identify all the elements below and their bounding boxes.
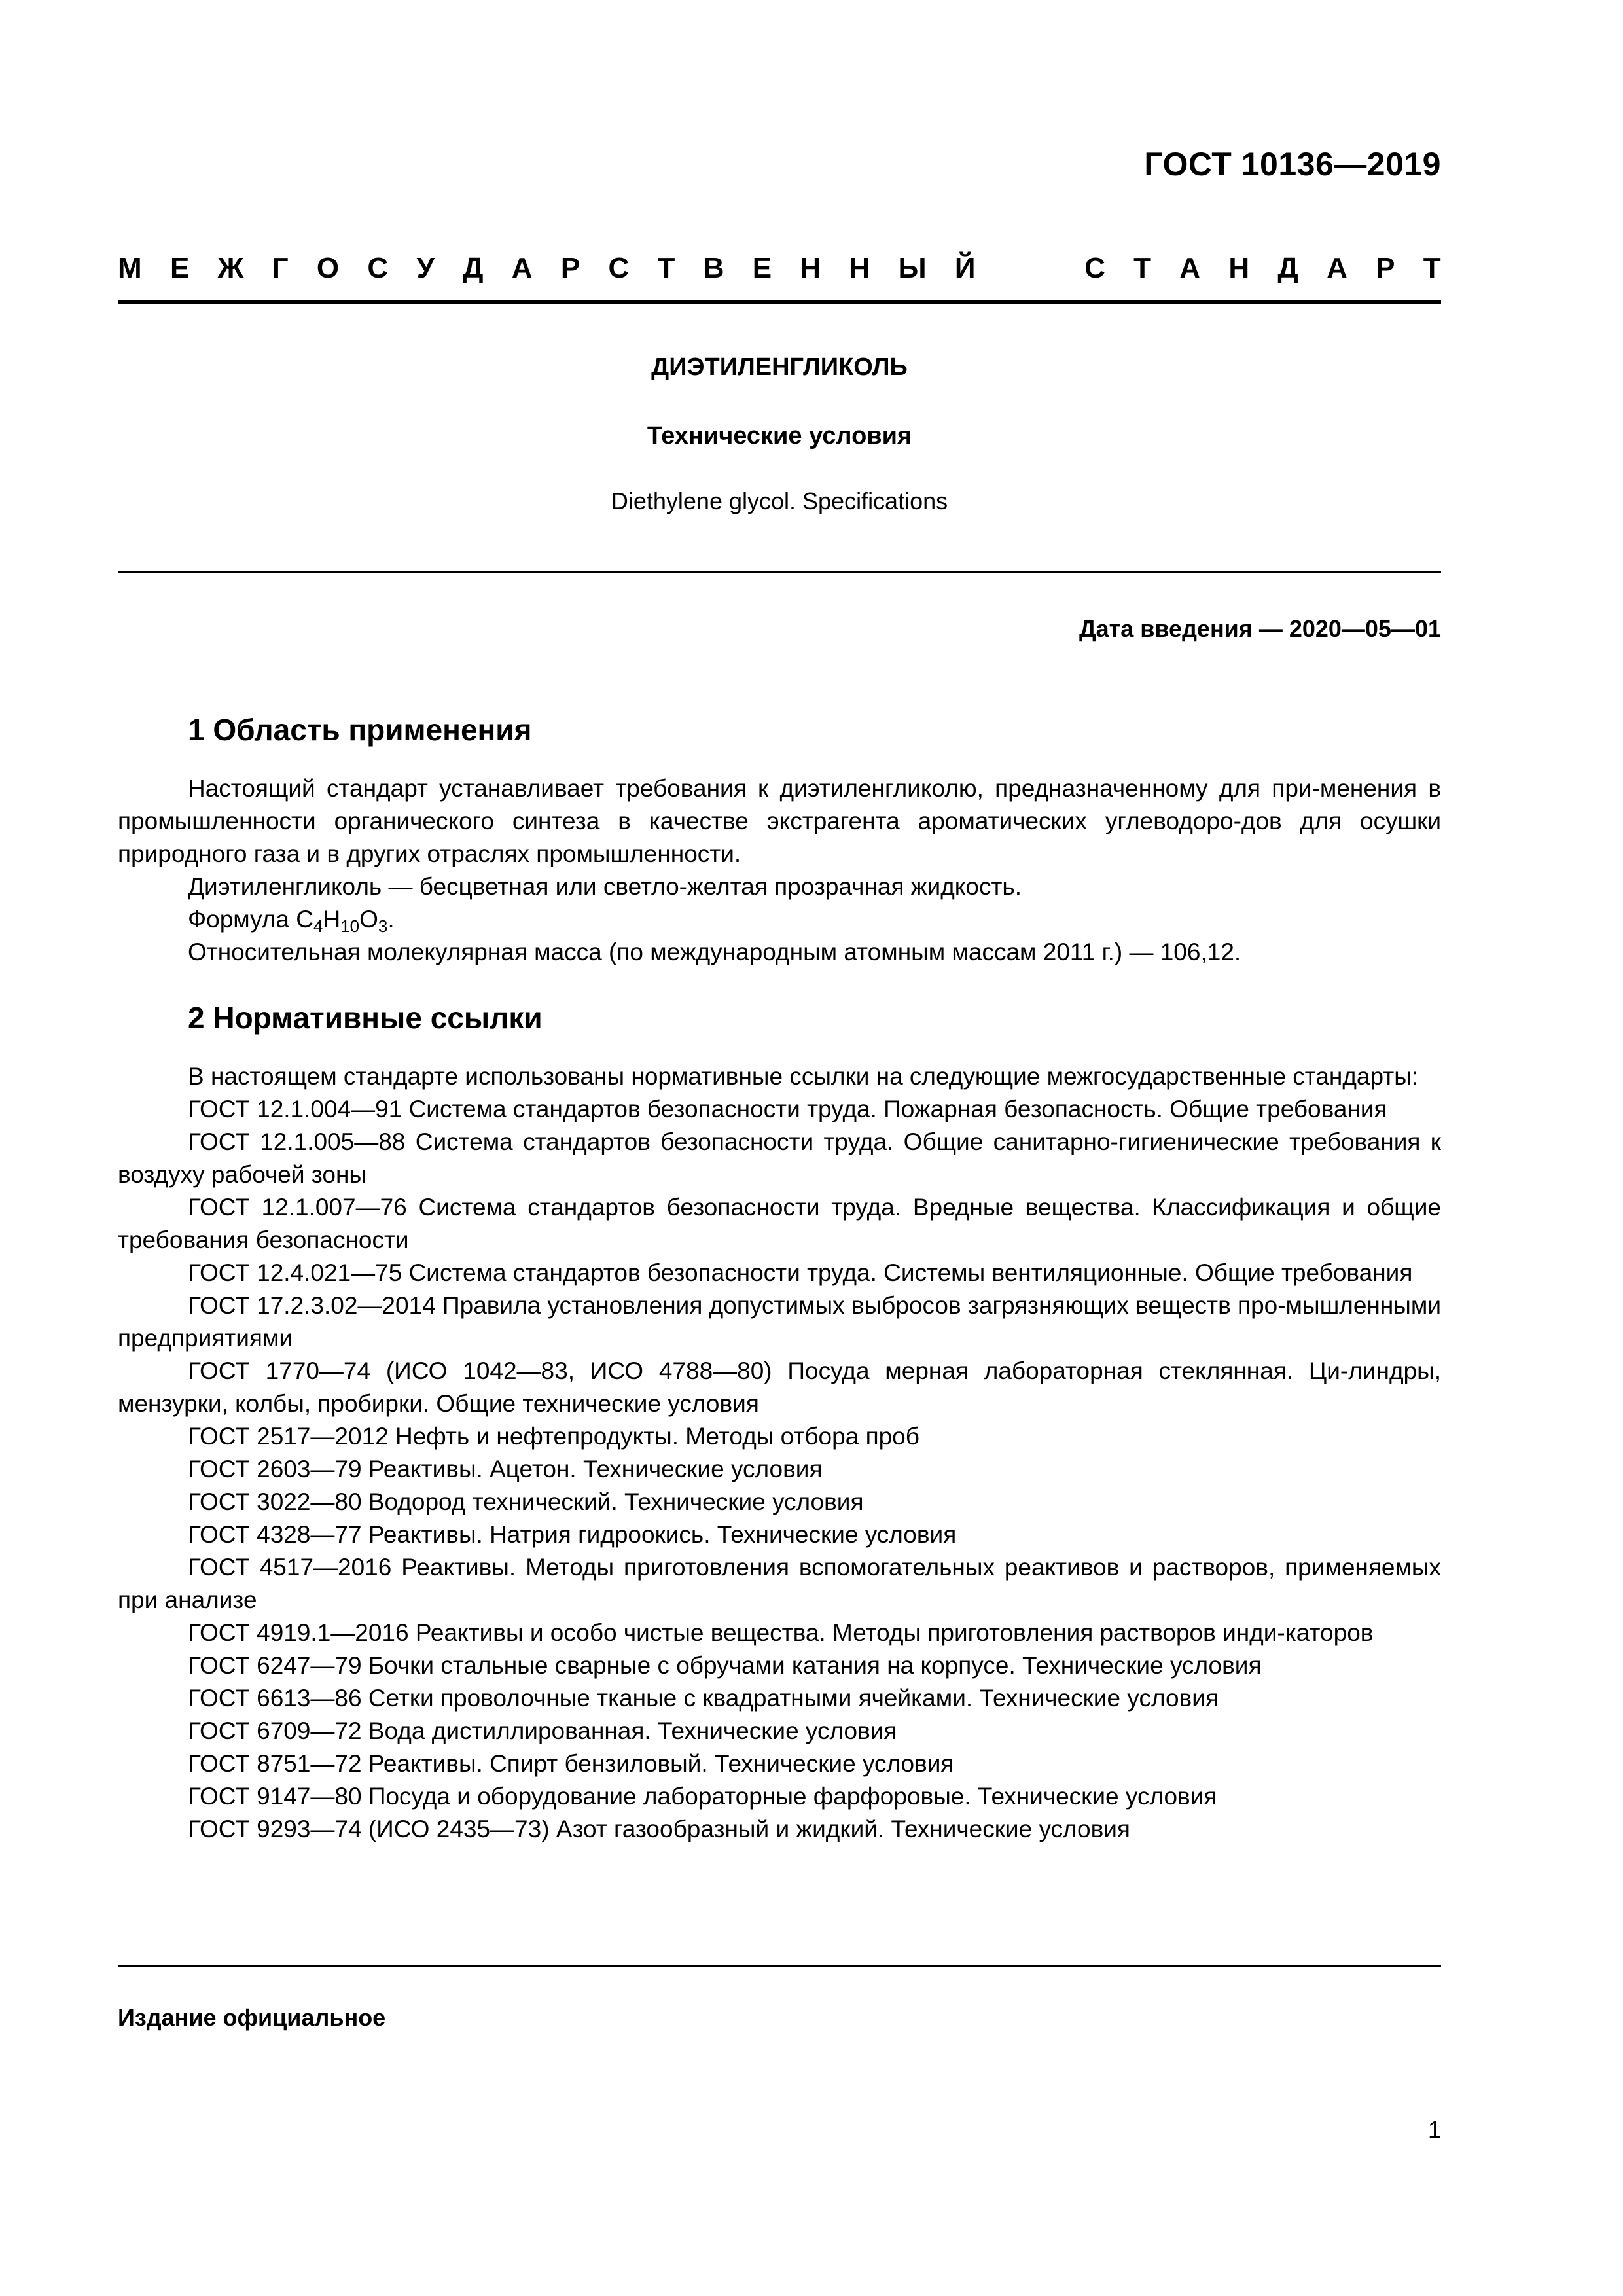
reference-item: ГОСТ 4517—2016 Реактивы. Методы приготовления вспомогательных реактивов и растворов, применяемых при анализе <box>118 1554 1441 1613</box>
introduction-date: Дата введения — 2020—05—01 <box>1079 615 1441 642</box>
banner-letter: Т <box>1423 252 1441 284</box>
header-divider <box>118 300 1441 304</box>
banner-letter: Е <box>752 252 772 284</box>
banner-letter: У <box>416 252 435 284</box>
formula-text: . <box>387 906 395 933</box>
official-edition-label: Издание официальное <box>118 2004 386 2031</box>
formula-text: H <box>323 906 341 933</box>
reference-item: ГОСТ 6709—72 Вода дистиллированная. Технические условия <box>188 1717 897 1744</box>
formula-text: O <box>359 906 378 933</box>
paragraph: Относительная молекулярная масса (по международным атомным массам 2011 г.) — 106,12. <box>188 939 1241 965</box>
banner-letter: Т <box>657 252 675 284</box>
banner-letter: О <box>316 252 340 284</box>
banner-letter: Е <box>169 252 190 284</box>
banner-letter: Р <box>1376 252 1395 284</box>
reference-item: ГОСТ 4919.1—2016 Реактивы и особо чистые вещества. Методы приготовления растворов инди-каторов <box>188 1619 1374 1646</box>
banner-letter: Т <box>1133 252 1152 284</box>
formula-subscript: 10 <box>340 916 360 936</box>
banner-letter: Ж <box>217 252 244 284</box>
document-subtitle: Технические условия <box>647 422 912 450</box>
reference-item: ГОСТ 1770—74 (ИСО 1042—83, ИСО 4788—80) Посуда мерная лабораторная стеклянная. Ци-линдры, мензурки, колбы, пробирки. Общие технические условия <box>118 1357 1441 1417</box>
section-heading-scope: 1 Область применения <box>188 713 532 747</box>
paragraph: Настоящий стандарт устанавливает требования к диэтиленгликолю, предназначенному для при-менения в промышленности органического синтеза в качестве экстрагента ароматических углеводоро-дов для осушки природного газа и в других отраслях промышленности. <box>118 775 1441 867</box>
title-divider <box>118 571 1441 573</box>
banner-letter: Р <box>560 252 580 284</box>
reference-item: ГОСТ 17.2.3.02—2014 Правила установления допустимых выбросов загрязняющих веществ про-мышленными предприятиями <box>118 1292 1441 1352</box>
formula-subscript: 3 <box>378 916 388 936</box>
formula-line <box>118 903 1441 936</box>
reference-item: ГОСТ 9147—80 Посуда и оборудование лабораторные фарфоровые. Технические условия <box>188 1783 1217 1810</box>
formula-subscript: 4 <box>313 916 323 936</box>
paragraph: Диэтиленгликоль — бесцветная или светло-желтая прозрачная жидкость. <box>188 873 1022 900</box>
page-number: 1 <box>1427 2116 1441 2143</box>
banner-letter: В <box>703 252 724 284</box>
banner-letter: Д <box>463 252 484 284</box>
banner-letter: А <box>511 252 533 284</box>
reference-item: ГОСТ 12.1.007—76 Система стандартов безопасности труда. Вредные вещества. Классификация и общие требования безопасности <box>118 1194 1441 1253</box>
footer-divider <box>118 1965 1441 1967</box>
section-body-references <box>118 1060 1441 1846</box>
banner-letter: Г <box>272 252 289 284</box>
section-body-scope <box>118 772 1441 969</box>
reference-item: ГОСТ 12.4.021—75 Система стандартов безопасности труда. Системы вентиляционные. Общие требования <box>188 1259 1413 1286</box>
reference-item: ГОСТ 12.1.004—91 Система стандартов безопасности труда. Пожарная безопасность. Общие требования <box>188 1096 1387 1122</box>
paragraph: В настоящем стандарте использованы нормативные ссылки на следующие межгосударственные стандарты: <box>188 1063 1419 1090</box>
reference-item: ГОСТ 12.1.005—88 Система стандартов безопасности труда. Общие санитарно-гигиенические требования к воздуху рабочей зоны <box>118 1128 1441 1188</box>
standard-number: ГОСТ 10136—2019 <box>1144 146 1441 183</box>
banner-letter: С <box>367 252 389 284</box>
banner-letter: Н <box>800 252 821 284</box>
banner-letter: А <box>1327 252 1347 284</box>
banner-letter: М <box>118 252 142 284</box>
banner-letter: Н <box>1228 252 1250 284</box>
reference-item: ГОСТ 3022—80 Водород технический. Технические условия <box>188 1488 864 1515</box>
reference-item: ГОСТ 2603—79 Реактивы. Ацетон. Технические условия <box>188 1456 823 1482</box>
reference-item: ГОСТ 8751—72 Реактивы. Спирт бензиловый. Технические условия <box>188 1750 954 1777</box>
reference-item: ГОСТ 4328—77 Реактивы. Натрия гидроокись. Технические условия <box>188 1521 957 1548</box>
banner-letter: Ы <box>898 252 927 284</box>
reference-item: ГОСТ 6613—86 Сетки проволочные тканые с квадратными ячейками. Технические условия <box>188 1685 1219 1712</box>
interstate-standard-banner <box>118 245 1441 291</box>
reference-item: ГОСТ 9293—74 (ИСО 2435—73) Азот газообразный и жидкий. Технические условия <box>188 1816 1130 1842</box>
document-title: ДИЭТИЛЕНГЛИКОЛЬ <box>651 353 908 381</box>
banner-letter: А <box>1179 252 1201 284</box>
banner-letter: Й <box>954 252 976 284</box>
formula-text: Формула C <box>188 906 313 933</box>
banner-letter: С <box>608 252 630 284</box>
banner-letter: Д <box>1277 252 1298 284</box>
banner-letter: Н <box>849 252 870 284</box>
reference-item: ГОСТ 6247—79 Бочки стальные сварные с обручами катания на корпусе. Технические условия <box>188 1652 1262 1679</box>
english-title: Diethylene glycol. Specifications <box>611 488 948 514</box>
section-heading-references: 2 Нормативные ссылки <box>188 1001 543 1035</box>
banner-letter: С <box>1084 252 1105 284</box>
reference-item: ГОСТ 2517—2012 Нефть и нефтепродукты. Методы отбора проб <box>188 1423 919 1450</box>
